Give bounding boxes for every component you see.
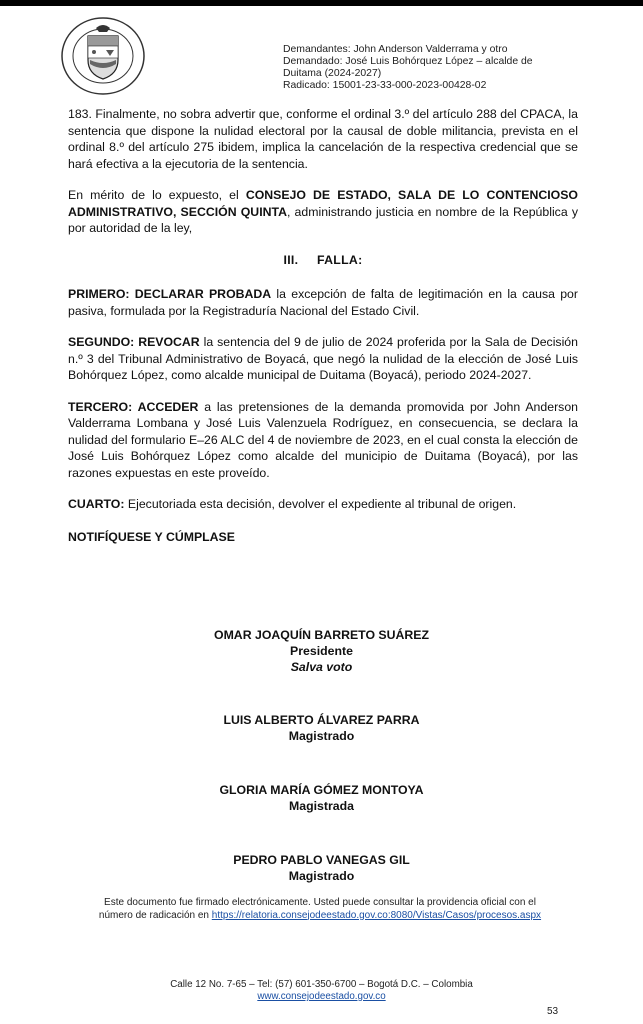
- page-number: 53: [547, 1006, 559, 1017]
- signature-block-3: [0, 782, 643, 814]
- resolution-segundo: SEGUNDO: REVOCAR la sentencia del 9 de julio de 2024 proferida por la Sala de Decisión n.º 3 del Tribunal Administrativo de Boyacá, que negó la nulidad de la elección de José Luis Bohórquez López, como alcalde municipal de Duitama (Boyacá), periodo 2024-2027.: [68, 335, 578, 382]
- resolution-tercero: TERCERO: ACCEDER a las pretensiones de la demanda promovida por John Anderson Valderrama Lombana y José Luis Valenzuela Rodríguez, en consecuencia, se declara la nulidad del formulario E–26 ALC del 4 de noviembre de 2023, en el cual consta la elección de José Luis Bohórquez López como alcalde del municipio de Duitama (Boyacá), por las razones expuestas en este proveído.: [68, 399, 579, 480]
- header-case-number: Radicado: 15001-23-33-000-2023-00428-02: [283, 80, 487, 91]
- signer-note: Salva voto: [290, 660, 353, 674]
- header-plaintiffs: Demandantes: John Anderson Valderrama y otro: [283, 44, 508, 55]
- document-body: [68, 106, 578, 545]
- electronic-signature-notice: [80, 897, 560, 922]
- consejo-de-estado-seal: [60, 16, 146, 96]
- notify-line: NOTIFÍQUESE Y CÚMPLASE: [68, 529, 235, 544]
- page-footer: [0, 979, 643, 1003]
- relatoria-link[interactable]: https://relatoria.consejodeestado.gov.co:8080/Vistas/Casos/procesos.aspx: [211, 909, 542, 921]
- signature-block-4: [0, 852, 643, 884]
- signer-name: LUIS ALBERTO ÁLVAREZ PARRA: [223, 713, 420, 727]
- signer-role: Magistrado: [288, 729, 355, 743]
- header-defendant: Demandado: José Luis Bohórquez López – alcalde de: [283, 56, 533, 67]
- signer-name: GLORIA MARÍA GÓMEZ MONTOYA: [219, 783, 424, 797]
- paragraph-183: 183. Finalmente, no sobra advertir que, conforme el ordinal 3.º del artículo 288 del CPACA, la sentencia que dispone la nulidad electoral por la causal de doble militancia, prevista en el ordinal 8.º del artículo 275 ibidem, implica la cancelación de la respectiva credencial que se hará efectiva a la ejecutoria de la sentencia.: [68, 107, 578, 171]
- signer-role: Magistrada: [289, 799, 354, 813]
- esign-line2: número de radicación en https://relatoria.consejodeestado.gov.co:8080/Vistas/Casos/procesos.aspx: [98, 909, 542, 921]
- paragraph-merito: En mérito de lo expuesto, el CONSEJO DE ESTADO, SALA DE LO CONTENCIOSO ADMINISTRATIVO, SECCIÓN QUINTA, administrando justicia en nombre de la República y por autoridad de la ley,: [68, 188, 578, 235]
- signer-name: OMAR JOAQUÍN BARRETO SUÁREZ: [214, 628, 429, 642]
- signer-role: Magistrado: [288, 869, 355, 883]
- esign-line1: Este documento fue firmado electrónicamente. Usted puede consultar la providencia oficial con el: [104, 897, 536, 908]
- section-heading: III. FALLA:: [283, 252, 363, 267]
- signature-block-1: [0, 627, 643, 675]
- signature-block-2: [0, 712, 643, 744]
- top-bar: [0, 0, 643, 6]
- footer-address: Calle 12 No. 7-65 – Tel: (57) 601-350-6700 – Bogotá D.C. – Colombia: [170, 979, 473, 990]
- footer-website-link[interactable]: www.consejodeestado.gov.co: [257, 991, 386, 1002]
- signer-name: PEDRO PABLO VANEGAS GIL: [233, 853, 410, 867]
- resolution-primero: PRIMERO: DECLARAR PROBADA la excepción de falta de legitimación en la causa por pasiva, formulada por la Registraduría Nacional del Estado Civil.: [68, 287, 578, 318]
- resolution-cuarto: CUARTO: Ejecutoriada esta decisión, devolver el expediente al tribunal de origen.: [68, 497, 517, 511]
- header-defendant-cont: Duitama (2024-2027): [283, 68, 382, 79]
- signer-role: Presidente: [290, 644, 353, 658]
- case-header: [283, 44, 583, 92]
